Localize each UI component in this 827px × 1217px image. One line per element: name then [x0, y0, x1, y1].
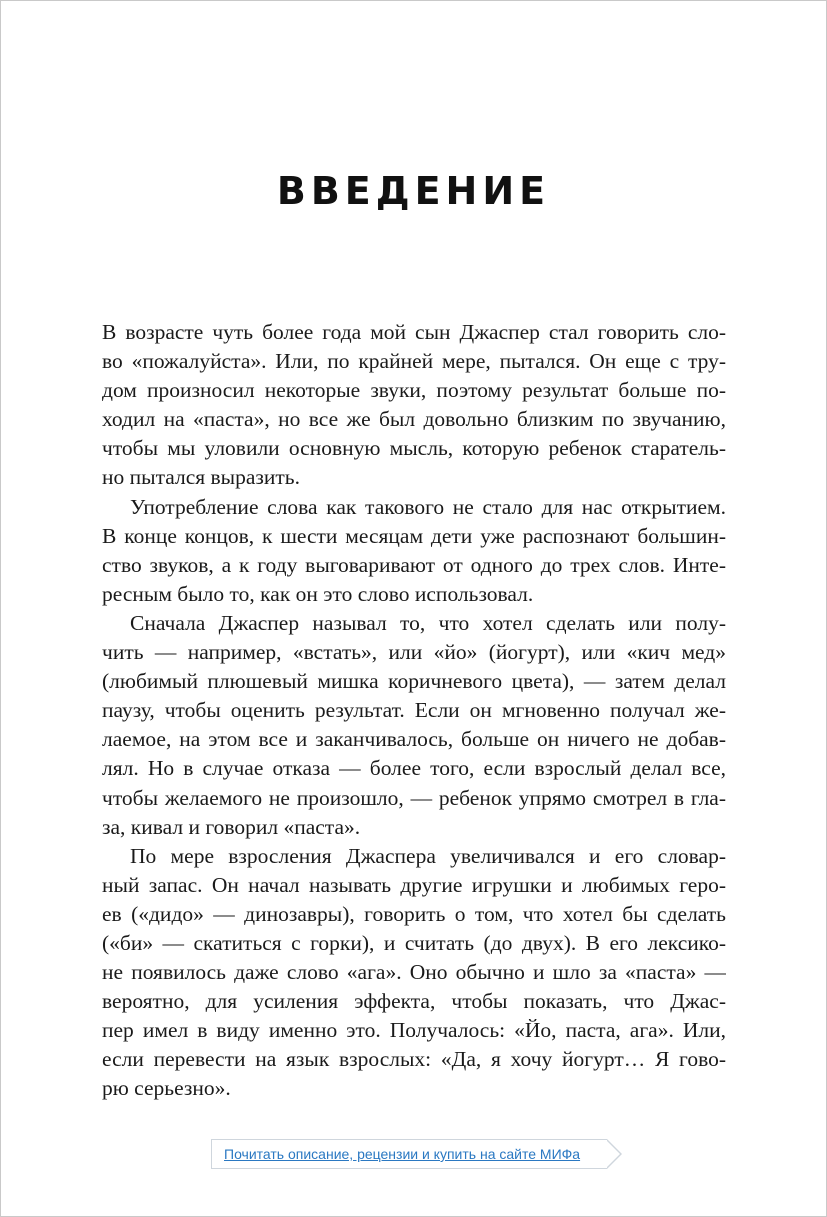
text-line: ство звуков, а к году выговаривают от одного до трех слов. Инте-	[102, 552, 726, 577]
publisher-link[interactable]: Почитать описание, рецензии и купить на сайте МИФа	[224, 1146, 581, 1162]
text-line: ный запас. Он начал называть другие игрушки и любимых геро-	[102, 872, 726, 897]
text-line: В конце концов, к шести месяцам дети уже распознают большин-	[102, 523, 726, 548]
text-line: По мере взросления Джаспера увеличивался и его словар-	[130, 843, 726, 868]
text-line: дом произносил некоторые звуки, поэтому результат больше по-	[102, 378, 726, 403]
body-text	[102, 318, 726, 1104]
text-line: за, кивал и говорил «паста».	[102, 814, 361, 839]
publisher-link-banner[interactable]	[211, 1139, 607, 1169]
text-line: лял. Но в случае отказа — более того, если взрослый делал все,	[102, 756, 726, 781]
text-line: В возрасте чуть более года мой сын Джаспер стал говорить сло-	[102, 320, 726, 344]
text-line: во «пожалуйста». Или, по крайней мере, пытался. Он еще с тру-	[102, 349, 726, 374]
text-line: чтобы мы уловили основную мысль, которую ребенок старатель-	[102, 436, 726, 461]
text-line: («би» — скатиться с горки), и считать (до двух). В его лексико-	[102, 930, 726, 955]
text-line: ресным было то, как он это слово использовал.	[102, 581, 534, 606]
text-line: чтобы желаемого не произошло, — ребенок упрямо смотрел в гла-	[102, 785, 726, 810]
text-line: не появилось даже слово «ага». Оно обычно и шло за «паста» —	[102, 960, 726, 985]
text-line: пер имел в виду именно это. Получалось: «Йо, паста, ага». Или,	[102, 1018, 726, 1043]
chapter-title: ВВЕДЕНИЕ	[276, 169, 551, 213]
text-line: но пытался выразить.	[102, 465, 300, 490]
text-line: вероятно, для усиления эффекта, чтобы показать, что Джас-	[102, 989, 726, 1014]
text-line: рю серьезно».	[102, 1076, 231, 1101]
text-line: ев («дидо» — динозавры), говорить о том, что хотел бы сделать	[102, 901, 726, 926]
text-line: Употребление слова как такового не стало для нас открытием.	[130, 494, 726, 519]
text-line: если перевести на язык взрослых: «Да, я хочу йогурт… Я гово-	[102, 1047, 726, 1072]
text-line: паузу, чтобы оценить результат. Если он мгновенно получал же-	[102, 698, 726, 723]
text-line: (любимый плюшевый мишка коричневого цвета), — затем делал	[102, 669, 726, 694]
text-line: лаемое, на этом все и заканчивалось, больше он ничего не добав-	[102, 727, 726, 752]
text-line: ходил на «паста», но все же был довольно близким по звучанию,	[102, 407, 726, 432]
text-line: чить — например, «встать», или «йо» (йогурт), или «кич мед»	[102, 640, 726, 665]
text-line: Сначала Джаспер называл то, что хотел сделать или полу-	[130, 610, 726, 635]
